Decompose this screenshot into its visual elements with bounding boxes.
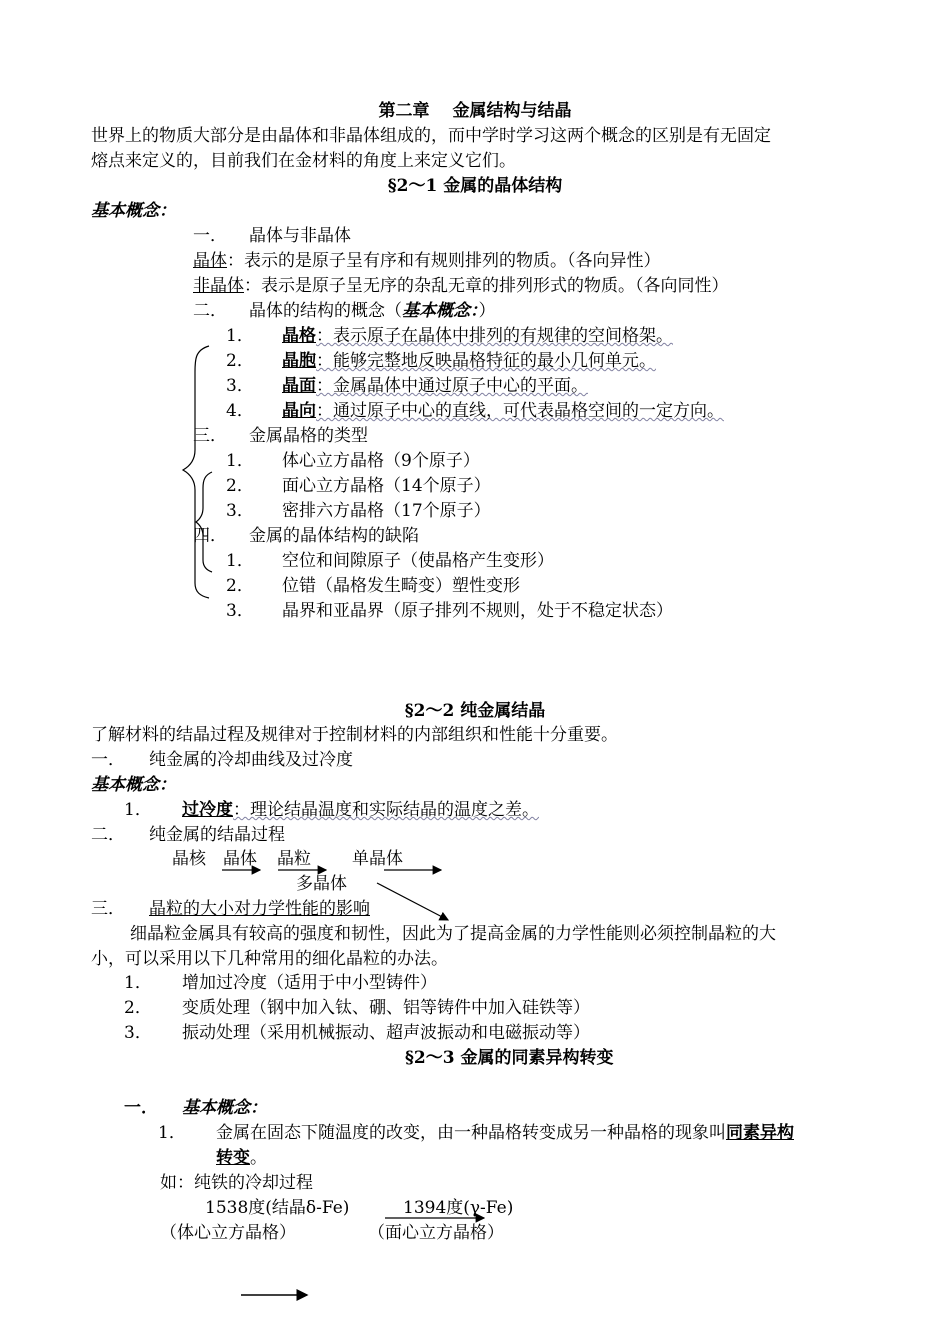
item-number: 1．: [124, 973, 152, 993]
heading-number: 一．: [91, 750, 125, 770]
lattice-type-item: [226, 450, 480, 472]
chapter-title: 第二章 金属结构与结晶: [378, 101, 572, 121]
heading-text: 晶体的结构的概念（: [249, 301, 402, 321]
concept-def: ：金属晶体中通过原子中心的平面。: [316, 376, 588, 396]
section-2-2-title: §2～2 纯金属结晶: [404, 701, 546, 721]
basic-concept-label: 基本概念：: [91, 775, 176, 795]
refine-method-item: [124, 997, 590, 1019]
item-number: 3．: [226, 601, 254, 621]
flow-grain: 晶粒: [277, 849, 311, 869]
basic-concept-label: 基本概念：: [91, 201, 176, 221]
item-number: 2．: [226, 351, 254, 371]
heading-number: 一．: [193, 226, 227, 246]
item-text: 密排六方晶格（17个原子）: [282, 501, 491, 521]
item-text: 位错（晶格发生畸变）塑性变形: [282, 576, 520, 596]
concept-term: 晶面: [282, 376, 316, 396]
allotropic-definition: [158, 1122, 794, 1144]
item-text: 面心立方晶格（14个原子）: [282, 476, 491, 496]
heading-text: 金属晶格的类型: [249, 426, 368, 446]
item-number: 1．: [226, 451, 254, 471]
crystal-def: ：表示的是原子呈有序和有规则排列的物质。（各向异性）: [227, 251, 661, 271]
defect-item: [226, 600, 673, 622]
basic-concept-heading: [124, 1097, 267, 1119]
item-text: 增加过冷度（适用于中小型铸件）: [182, 973, 437, 993]
concept-item: [226, 375, 588, 397]
heading-crystallization-process: [91, 824, 285, 846]
defect-item: [226, 550, 554, 572]
heading-paren: ）: [478, 301, 496, 321]
flow-single-crystal: 单晶体: [352, 849, 403, 869]
arrow-grain-poly: [377, 883, 448, 920]
heading-number: 三．: [91, 899, 125, 919]
heading-number: 三．: [193, 426, 227, 446]
item-number: 3．: [226, 501, 254, 521]
basic-concept-emph: 基本概念：: [402, 301, 479, 321]
concept-item: [226, 400, 724, 422]
lattice-fcc: （面心立方晶格）: [368, 1223, 504, 1243]
heading-lattice-types: [193, 425, 368, 447]
flow-nucleus: 晶核: [172, 849, 206, 869]
heading-cooling-curve: [91, 749, 353, 771]
item-number: 2．: [226, 576, 254, 596]
concept-def: ：通过原子中心的直线，可代表晶格空间的一定方向。: [316, 401, 724, 421]
item-number: 1．: [158, 1123, 186, 1143]
section-2-1-title: §2～1 金属的晶体结构: [387, 176, 563, 196]
crystal-term: 晶体: [193, 251, 227, 271]
temp-1394: 1394度(γ-Fe): [403, 1198, 514, 1218]
lattice-type-item: [226, 475, 491, 497]
heading-number: 一．: [124, 1098, 158, 1118]
intro-line-2: 熔点来定义的，目前我们在金材料的角度上来定义它们。: [91, 151, 516, 171]
item-number: 1．: [124, 800, 152, 820]
refine-method-item: [124, 972, 437, 994]
allotropic-term: 同素异构: [726, 1123, 794, 1143]
item-text: 振动处理（采用机械振动、超声波振动和电磁振动等）: [182, 1023, 590, 1043]
item-number: 3．: [124, 1023, 152, 1043]
grain-para-line-1: 细晶粒金属具有较高的强度和韧性，因此为了提高金属的力学性能则必须控制晶粒的大: [130, 924, 776, 944]
concept-item: [226, 350, 656, 372]
concept-item: [226, 325, 673, 347]
intro-line-1: 世界上的物质大部分是由晶体和非晶体组成的，而中学时学习这两个概念的区别是有无固定: [91, 126, 771, 146]
heading-grain-size: [91, 898, 370, 920]
amorphous-def: ：表示是原子呈无序的杂乱无章的排列形式的物质。（各向同性）: [244, 276, 729, 296]
concept-def: ：能够完整地反映晶格特征的最小几何单元。: [316, 351, 656, 371]
item-number: 1．: [226, 551, 254, 571]
basic-concept-label: 基本概念：: [182, 1098, 267, 1118]
amorphous-definition: [193, 275, 729, 297]
concept-term: 晶胞: [282, 351, 316, 371]
item-number: 4．: [226, 401, 254, 421]
grain-para-line-2: 小，可以采用以下几种常用的细化晶粒的办法。: [91, 949, 448, 969]
item-text: 变质处理（钢中加入钛、硼、铝等铸件中加入硅铁等）: [182, 998, 590, 1018]
heading-number: 二．: [193, 301, 227, 321]
defect-item: [226, 575, 520, 597]
item-text: 晶界和亚晶界（原子排列不规则，处于不稳定状态）: [282, 601, 673, 621]
brace-small: [196, 472, 212, 572]
period: 。: [250, 1148, 267, 1168]
item-number: 2．: [226, 476, 254, 496]
amorphous-term: 非晶体: [193, 276, 244, 296]
item-text: 体心立方晶格（9个原子）: [282, 451, 480, 471]
lattice-bcc: （体心立方晶格）: [160, 1223, 296, 1243]
heading-crystal-amorphous: [193, 225, 351, 247]
lattice-type-item: [226, 500, 491, 522]
item-text: 空位和间隙原子（使晶格产生变形）: [282, 551, 554, 571]
heading-number: 二．: [91, 825, 125, 845]
heading-text: 纯金属的冷却曲线及过冷度: [149, 750, 353, 770]
supercooling-definition: [124, 799, 539, 821]
heading-structure-concepts: [193, 300, 496, 322]
heading-number: 四．: [193, 526, 227, 546]
heading-text: 金属的晶体结构的缺陷: [249, 526, 419, 546]
flow-polycrystal: 多晶体: [296, 874, 347, 894]
item-number: 2．: [124, 998, 152, 1018]
item-number: 1．: [226, 326, 254, 346]
crystal-definition: [193, 250, 661, 272]
allotropic-definition-cont: [216, 1147, 267, 1169]
concept-term: 晶向: [282, 401, 316, 421]
allotropic-def: 金属在固态下随温度的改变，由一种晶格转变成另一种晶格的现象叫: [216, 1123, 726, 1143]
refine-method-item: [124, 1022, 590, 1044]
supercooling-term: 过冷度: [182, 800, 233, 820]
concept-term: 晶格: [282, 326, 316, 346]
concept-def: ：表示原子在晶体中排列的有规律的空间格架。: [316, 326, 673, 346]
section-2-2-intro: 了解材料的结晶过程及规律对于控制材料的内部组织和性能十分重要。: [91, 725, 618, 745]
heading-text: 晶体与非晶体: [249, 226, 351, 246]
supercooling-def: ：理论结晶温度和实际结晶的温度之差。: [233, 800, 539, 820]
example-label: 如：纯铁的冷却过程: [160, 1173, 313, 1193]
heading-text: 纯金属的结晶过程: [149, 825, 285, 845]
heading-text: 晶粒的大小对力学性能的影响: [149, 899, 370, 919]
temp-1538: 1538度(结晶δ-Fe): [205, 1198, 350, 1218]
section-2-3-title: §2～3 金属的同素异构转变: [405, 1048, 614, 1068]
flow-crystal: 晶体: [223, 849, 257, 869]
allotropic-term: 转变: [216, 1148, 250, 1168]
heading-defects: [193, 525, 419, 547]
item-number: 3．: [226, 376, 254, 396]
brace-large: [183, 346, 209, 598]
